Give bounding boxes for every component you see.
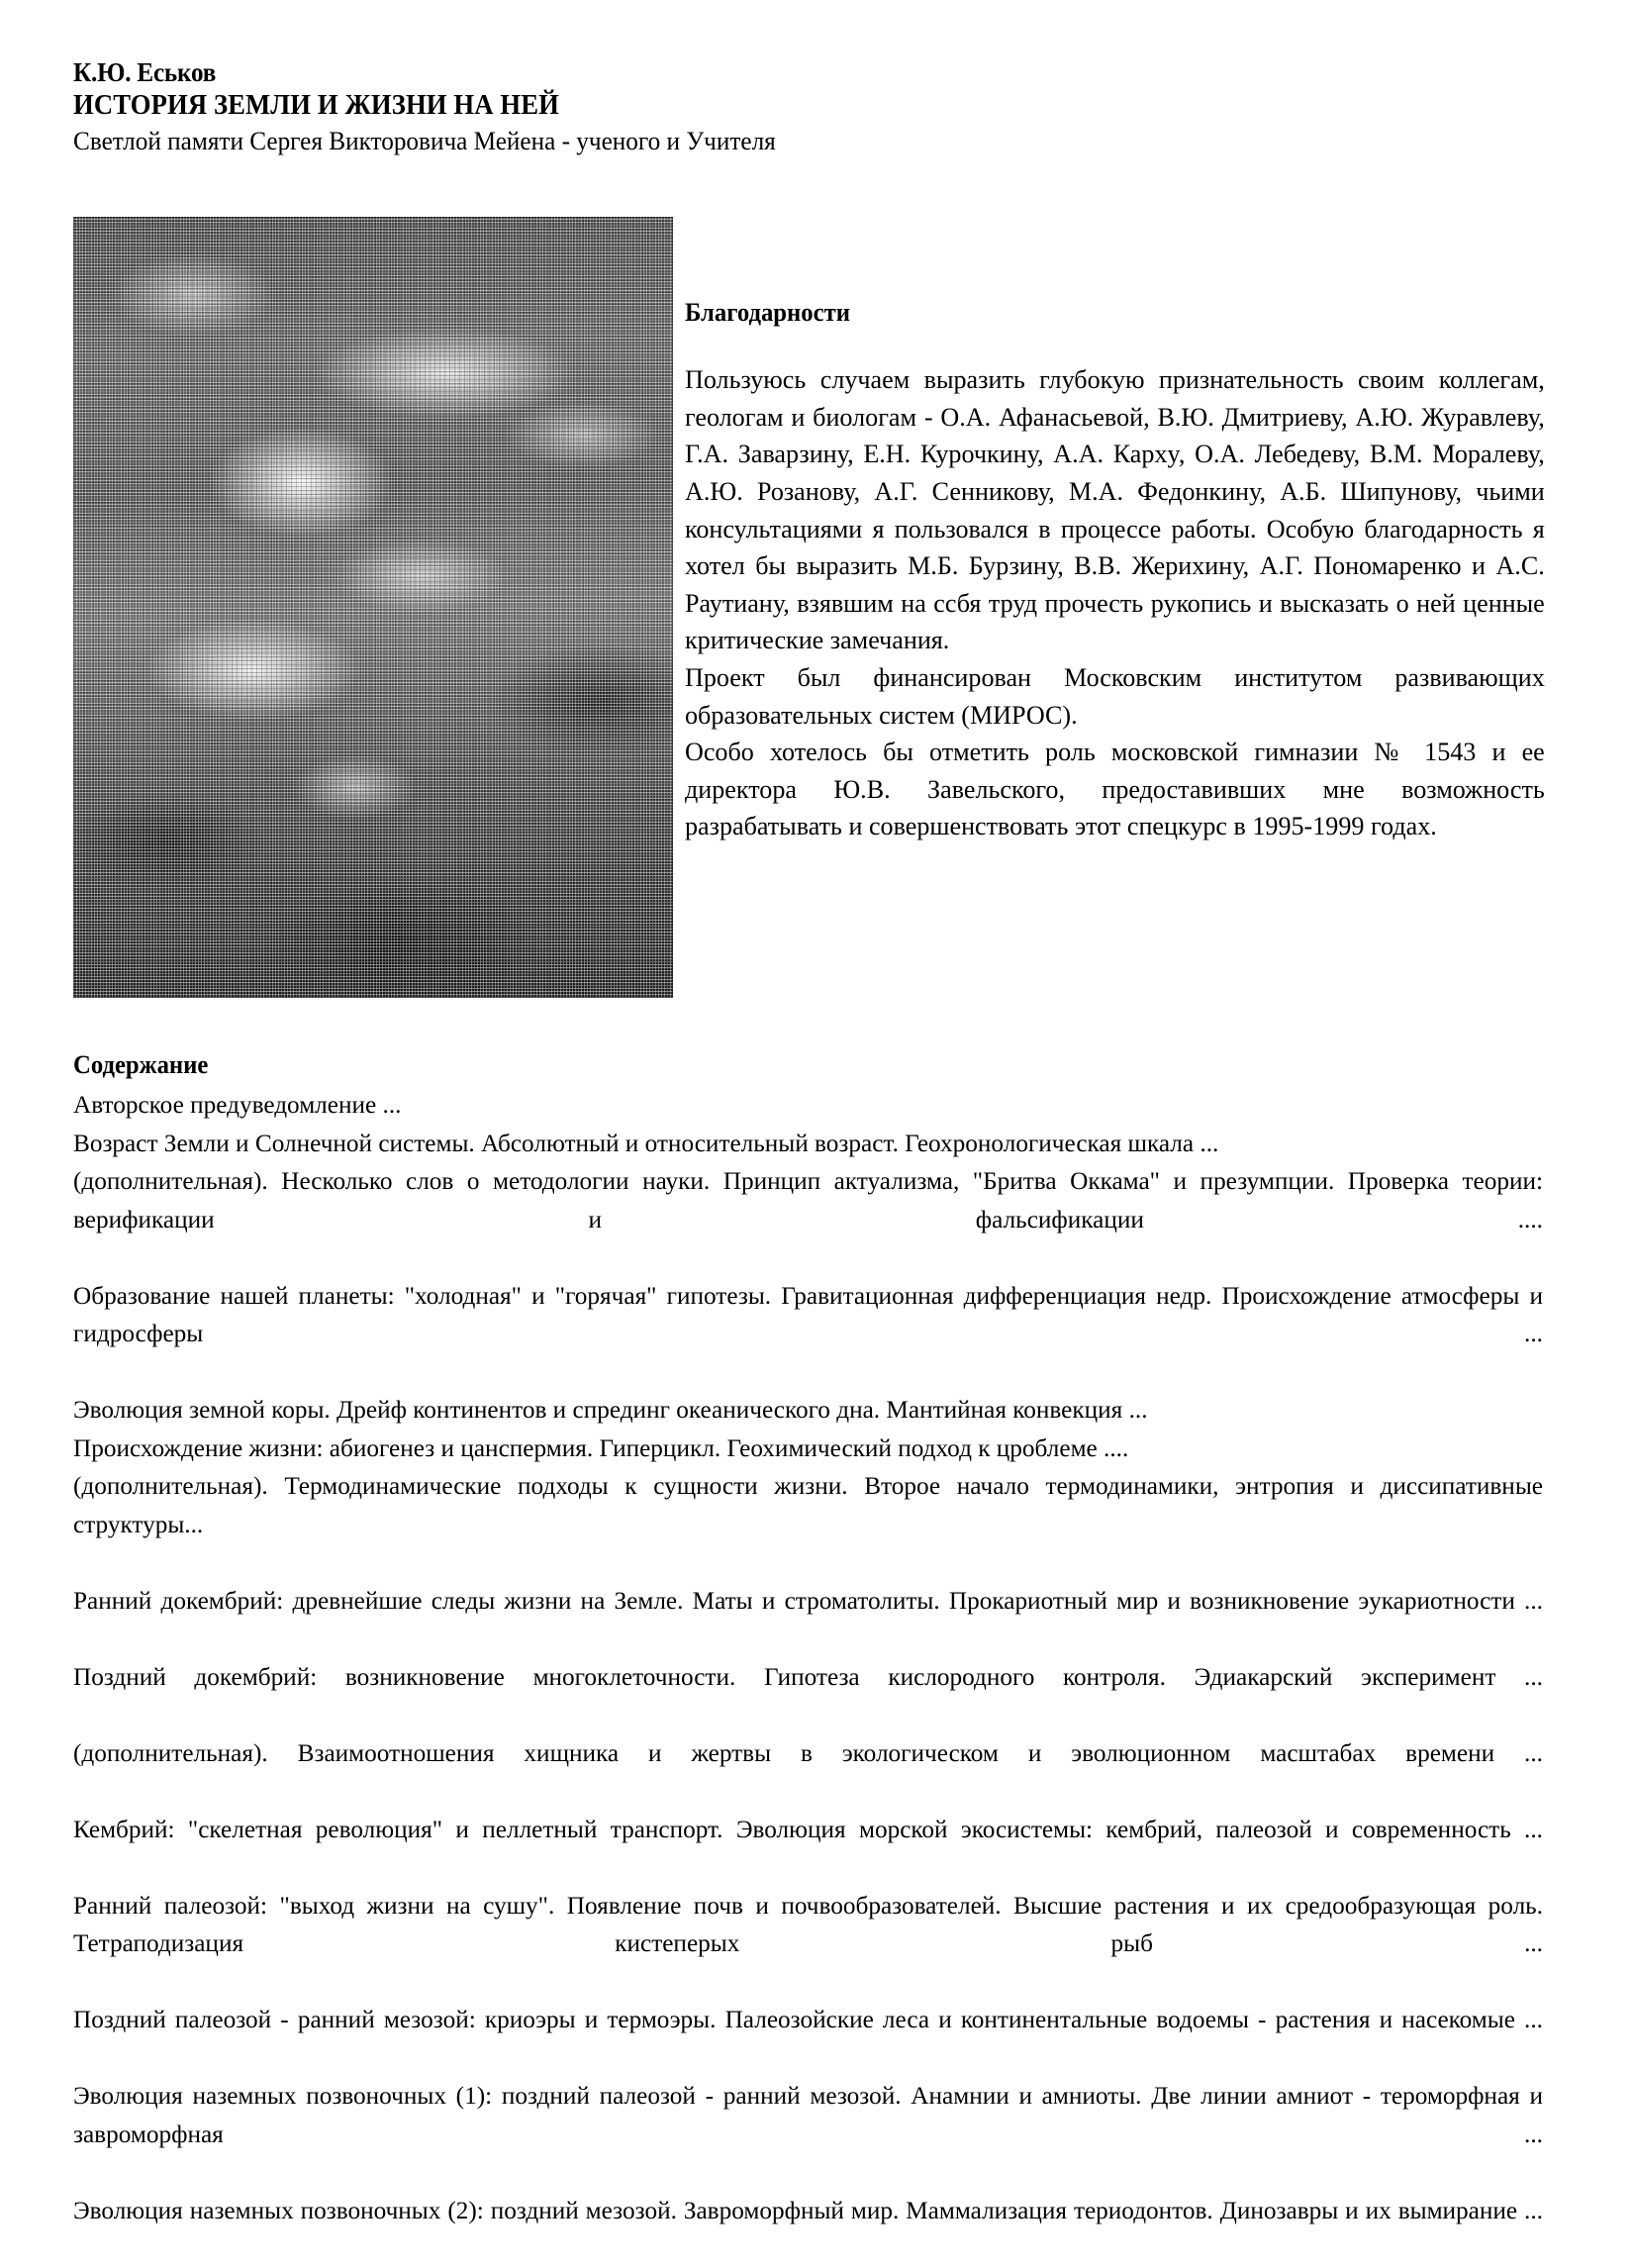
contents-item: Поздний палеозой - ранний мезозой: криоэры и термоэры. Палеозойские леса и континентальные водоемы - растения и насекомые ... — [73, 2005, 1543, 2034]
contents-item: Возраст Земли и Солнечной системы. Абсолютный и относительный возраст. Геохронологическая шкала ... — [73, 1128, 1219, 1157]
contents-section — [73, 1049, 1558, 2268]
author-name: К.Ю. Еськов — [73, 57, 217, 87]
contents-item: (дополнительная). Взаимоотношения хищника и жертвы в экологическом и эволюционном масштабах времени ... — [73, 1737, 1543, 1767]
photograph-border — [73, 217, 673, 998]
contents-item: (дополнительная). Несколько слов о методологии науки. Принцип актуализма, "Бритва Оккама" и презумпции. Проверка теории: верификации и фальсификации .... — [73, 1166, 1543, 1233]
contents-item: Поздний докембрий: возникновение многоклеточности. Гипотеза кислородного контроля. Эдиакарский эксперимент ... — [73, 1661, 1543, 1691]
contents-item: Эволюция земной коры. Дрейф континентов и спрединг океанического дна. Мантийная конвекция ... — [73, 1395, 1148, 1425]
contents-item: (дополнительная). Термодинамические подходы к сущности жизни. Второе начало термодинамики, энтропия и диссипативные структуры... — [73, 1471, 1543, 1538]
acknowledgments-paragraph: Особо хотелось бы отметить роль московской гимназии № 1543 и ее директора Ю.В. Завельского, предоставивших мне возможность разрабатывать и совершенствовать этот спецкурс в 1995-1999 годах. — [685, 737, 1545, 841]
contents-item: Кембрий: "скелетная революция" и пеллетный транспорт. Эволюция морской экосистемы: кембрий, палеозой и современность ... — [73, 1814, 1543, 1843]
contents-item: Ранний докембрий: древнейшие следы жизни на Земле. Маты и строматолиты. Прокариотный мир и возникновение эукариотности ... — [73, 1585, 1543, 1615]
contents-item: Ранний палеозой: "выход жизни на сушу". Появление почв и почвообразователей. Высшие растения и их средообразующая роль. Тетраподизация кистеперых рыб ... — [73, 1890, 1543, 1958]
scanned-photograph — [73, 217, 673, 998]
document-header — [73, 57, 1558, 157]
contents-item: Происхождение жизни: абиогенез и цанспермия. Гиперцикл. Геохимический подход к цроблеме .... — [73, 1432, 1129, 1462]
acknowledgments-paragraph: Проект был финансирован Московским институтом развивающих образовательных систем (МИРОС). — [685, 661, 1545, 730]
acknowledgments-heading: Благодарности — [685, 298, 850, 327]
contents-item: Эволюция наземных позвоночных (1): поздний палеозой - ранний мезозой. Анамнии и амниоты. Две линии амниот - тероморфная и завроморфная ... — [73, 2081, 1543, 2148]
acknowledgments-paragraph: Пользуюсь случаем выразить глубокую признательность своим коллегам, геологам и биологам - О.А. Афанасьевой, В.Ю. Дмитриеву, А.Ю. Журавлеву, Г.А. Заварзину, Е.Н. Курочкину, А.А. Кархy, О.А. Лебедеву, В.М. Моралеву, А.Ю. Розанову, А.Г. Сенникову, М.А. Федонкину, А.Б. Шипунову, чьими консультациями я пользовался в процессе работы. Особую благодарность я хотел бы выразить М.Б. Бурзину, В.В. Жерихину, А.Г. Пономаренко и А.С. Раутиану, взявшим на ссбя труд прочесть рукопись и высказать о ней ценные критические замечания. — [685, 364, 1545, 655]
contents-heading: Содержание — [73, 1050, 209, 1079]
dedication-line: Светлой памяти Сергея Викторовича Мейена - ученого и Учителя — [73, 127, 776, 156]
contents-item: Авторское предуведомление ... — [73, 1090, 402, 1120]
contents-item: Эволюция наземных позвоночных (2): поздний мезозой. Завроморфный мир. Маммализация териодонтов. Динозавры и их вымирание ... — [73, 2195, 1543, 2224]
page-title: ИСТОРИЯ ЗЕМЛИ И ЖИЗНИ НА НЕЙ — [73, 89, 559, 122]
contents-item: Образование нашей планеты: "холодная" и "горячая" гипотезы. Гравитационная дифференциация недр. Происхождение атмосферы и гидросферы ... — [73, 1280, 1543, 1348]
acknowledgments-section — [685, 297, 1558, 845]
